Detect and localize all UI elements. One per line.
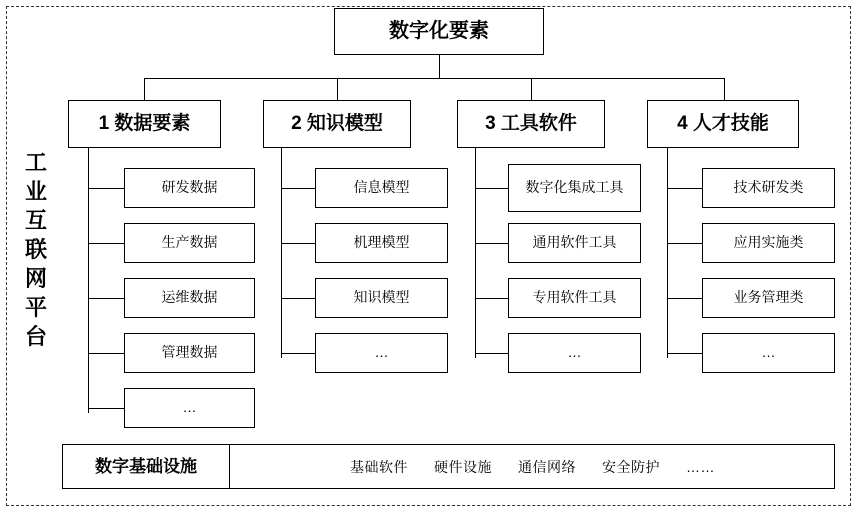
connector-branch-1-3 (88, 298, 124, 299)
leaf-node-4-3: 业务管理类 (702, 278, 835, 318)
connector-branch-2-1 (281, 188, 315, 189)
connector-branch-3-4 (475, 353, 508, 354)
infrastructure-label: 数字基础设施 (62, 444, 230, 489)
leaf-node-2-1: 信息模型 (315, 168, 448, 208)
category-node-3: 3 工具软件 (457, 100, 605, 148)
category-node-4: 4 人才技能 (647, 100, 799, 148)
connector-branch-4-1 (667, 188, 702, 189)
connector-branch-2-3 (281, 298, 315, 299)
category-node-2: 2 知识模型 (263, 100, 411, 148)
leaf-node-3-2: 通用软件工具 (508, 223, 641, 263)
leaf-node-3-1: 数字化集成工具 (508, 164, 641, 212)
leaf-node-3-4: … (508, 333, 641, 373)
leaf-node-1-4: 管理数据 (124, 333, 255, 373)
connector-branch-1-5 (88, 408, 124, 409)
connector-branch-1-1 (88, 188, 124, 189)
infrastructure-item-3: 通信网络 (518, 458, 576, 475)
leaf-node-3-3: 专用软件工具 (508, 278, 641, 318)
leaf-node-4-2: 应用实施类 (702, 223, 835, 263)
connector-branch-4-3 (667, 298, 702, 299)
connector-branch-3-3 (475, 298, 508, 299)
connector-branch-1-2 (88, 243, 124, 244)
connector-drop-3 (531, 78, 532, 100)
connector-branch-4-2 (667, 243, 702, 244)
connector-branch-3-1 (475, 188, 508, 189)
connector-spine-2 (281, 148, 282, 358)
connector-drop-1 (144, 78, 145, 100)
infrastructure-item-2: 硬件设施 (434, 458, 492, 475)
connector-drop-2 (337, 78, 338, 100)
connector-branch-2-4 (281, 353, 315, 354)
infrastructure-item-5: …… (686, 458, 715, 475)
connector-branch-1-4 (88, 353, 124, 354)
leaf-node-4-1: 技术研发类 (702, 168, 835, 208)
connector-spine-4 (667, 148, 668, 358)
leaf-node-2-2: 机理模型 (315, 223, 448, 263)
connector-root-bar (144, 78, 724, 79)
connector-branch-4-4 (667, 353, 702, 354)
root-node: 数字化要素 (334, 8, 544, 55)
connector-branch-2-2 (281, 243, 315, 244)
infrastructure-items (230, 444, 835, 489)
leaf-node-2-4: … (315, 333, 448, 373)
leaf-node-2-3: 知识模型 (315, 278, 448, 318)
connector-branch-3-2 (475, 243, 508, 244)
leaf-node-1-1: 研发数据 (124, 168, 255, 208)
infrastructure-item-4: 安全防护 (602, 458, 660, 475)
leaf-node-1-3: 运维数据 (124, 278, 255, 318)
category-node-1: 1 数据要素 (68, 100, 221, 148)
connector-root-stem (439, 55, 440, 78)
leaf-node-1-2: 生产数据 (124, 223, 255, 263)
platform-vertical-label: 工业互联网平台 (24, 150, 47, 350)
infrastructure-item-1: 基础软件 (350, 458, 408, 475)
connector-drop-4 (724, 78, 725, 100)
leaf-node-4-4: … (702, 333, 835, 373)
connector-spine-3 (475, 148, 476, 358)
leaf-node-1-5: … (124, 388, 255, 428)
